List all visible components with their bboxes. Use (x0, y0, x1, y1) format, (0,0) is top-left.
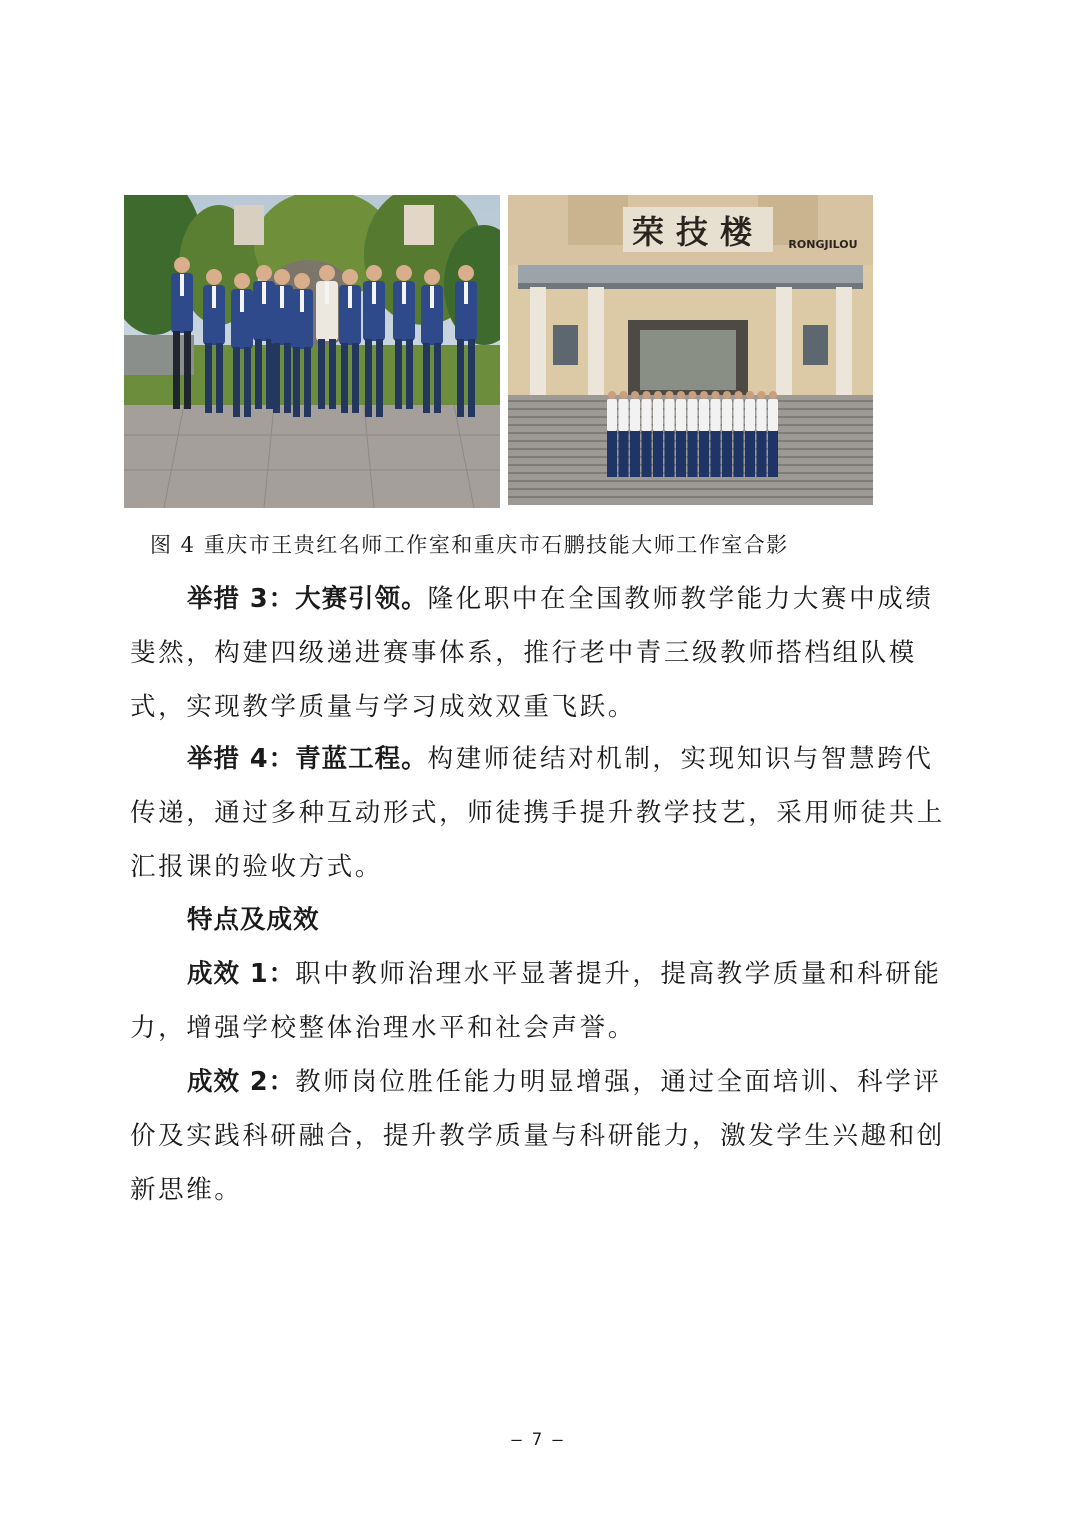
person-figure (757, 391, 767, 477)
person-figure (619, 391, 629, 477)
person-figure (745, 391, 755, 477)
person-figure (630, 391, 640, 477)
person-figure (699, 391, 709, 477)
building-sign-pinyin: RONGJILOU (788, 238, 858, 251)
measure-text: 构建师徒结对机制，实现知识与智慧跨代传递，通过多种互动形式，师徒携手提升教学技艺，采用师徒共上汇报课的验收方式。 (130, 744, 945, 882)
figure-caption: 图 4 重庆市王贵红名师工作室和重庆市石鹏技能大师工作室合影 (150, 533, 789, 557)
result-text: 职中教师治理水平显著提升，提高教学质量和科研能力，增强学校整体治理水平和社会声誉。 (130, 959, 942, 1043)
result-paragraph (130, 947, 945, 1055)
person-figure (665, 391, 675, 477)
building-sign-text: 荣技楼 (631, 213, 765, 251)
measure-label: 举措 3：大赛引领。 (187, 584, 428, 614)
result-label: 成效 2： (187, 1067, 296, 1097)
person-figure (653, 391, 663, 477)
group-photo-left (124, 195, 500, 508)
result-label: 成效 1： (187, 959, 296, 989)
measure-paragraph (130, 732, 945, 894)
person-figure (688, 391, 698, 477)
person-figure (711, 391, 721, 477)
result-text: 教师岗位胜任能力明显增强，通过全面培训、科学评价及实践科研融合，提升教学质量与科研能力，激发学生兴趣和创新思维。 (130, 1067, 945, 1205)
measure-label: 举措 4：青蓝工程。 (187, 744, 428, 774)
result-paragraph (130, 1055, 945, 1217)
person-figure (734, 391, 744, 477)
group-photo-building-image (508, 195, 873, 505)
measure-paragraph (130, 572, 945, 734)
page-number: — 7 — (511, 1430, 563, 1450)
person-figure (722, 391, 732, 477)
person-figure (642, 391, 652, 477)
person-figure (676, 391, 686, 477)
section-heading: 特点及成效 (187, 905, 320, 935)
person-figure (768, 391, 778, 477)
measure-text: 隆化职中在全国教师教学能力大赛中成绩斐然，构建四级递进赛事体系，推行老中青三级教师搭档组队模式，实现教学质量与学习成效双重飞跃。 (130, 584, 934, 722)
group-photo-right (508, 195, 873, 505)
group-photo-outdoor-image (124, 195, 500, 508)
person-figure (607, 391, 617, 477)
